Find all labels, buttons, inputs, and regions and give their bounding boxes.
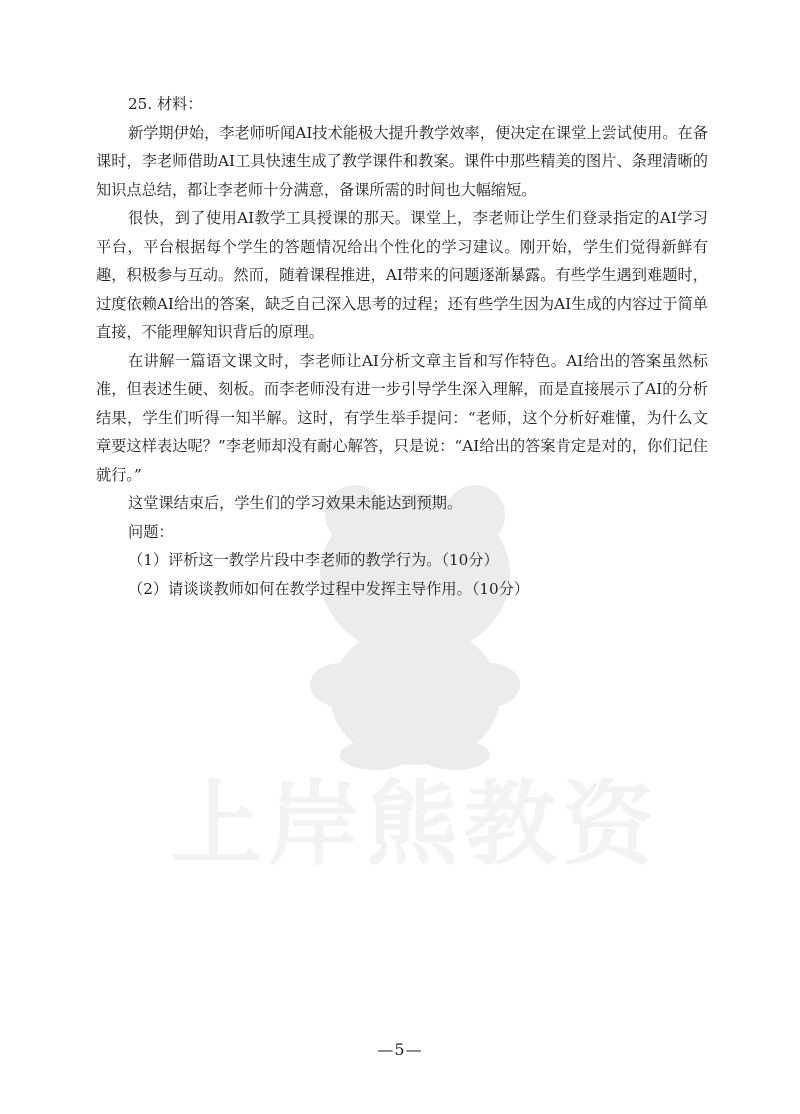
question-item: （1）评析这一教学片段中李老师的教学行为。（10分）: [128, 551, 499, 569]
material-paragraph: 这堂课结束后，学生们的学习效果未能达到预期。: [128, 494, 463, 512]
material-paragraph: 新学期伊始，李老师听闻AI技术能极大提升教学效率，便决定在课堂上尝试使用。在备课时，李老师借助AI工具快速生成了教学课件和教案。课件中那些精美的图片、条理清晰的知识点总结，都让李老师十分满意，备课所需的时间也大幅缩短。: [96, 123, 708, 199]
material-paragraph: 很快，到了使用AI教学工具授课的那天。课堂上，李老师让学生们登录指定的AI学习平台，平台根据每个学生的答题情况给出个性化的学习建议。刚开始，学生们觉得新鲜有趣，积极参与互动。然而，随着课程推进，AI带来的问题逐渐暴露。有些学生遇到难题时，过度依赖AI给出的答案，缺乏自己深入思考的过程；还有些学生因为AI生成的内容过于简单直接，不能理解知识背后的原理。: [96, 209, 708, 341]
material-paragraph: 在讲解一篇语文课文时，李老师让AI分析文章主旨和写作特色。AI给出的答案虽然标准，但表述生硬、刻板。而李老师没有进一步引导学生深入理解，而是直接展示了AI的分析结果，学生们听得一知半解。这时，有学生举手提问：“老师，这个分析好难懂，为什么文章要这样表达呢？”李老师却没有耐心解答，只是说：“AI给出的答案肯定是对的，你们记住就行。”: [96, 351, 708, 484]
page-number: —5—: [377, 1040, 423, 1059]
questions-label: 问题：: [128, 522, 174, 541]
watermark-text: [170, 770, 690, 880]
question-block: [96, 90, 708, 603]
question-item: （2）请谈谈教师如何在教学过程中发挥主导作用。（10分）: [128, 579, 530, 598]
question-number: 25. 材料：: [128, 95, 203, 113]
